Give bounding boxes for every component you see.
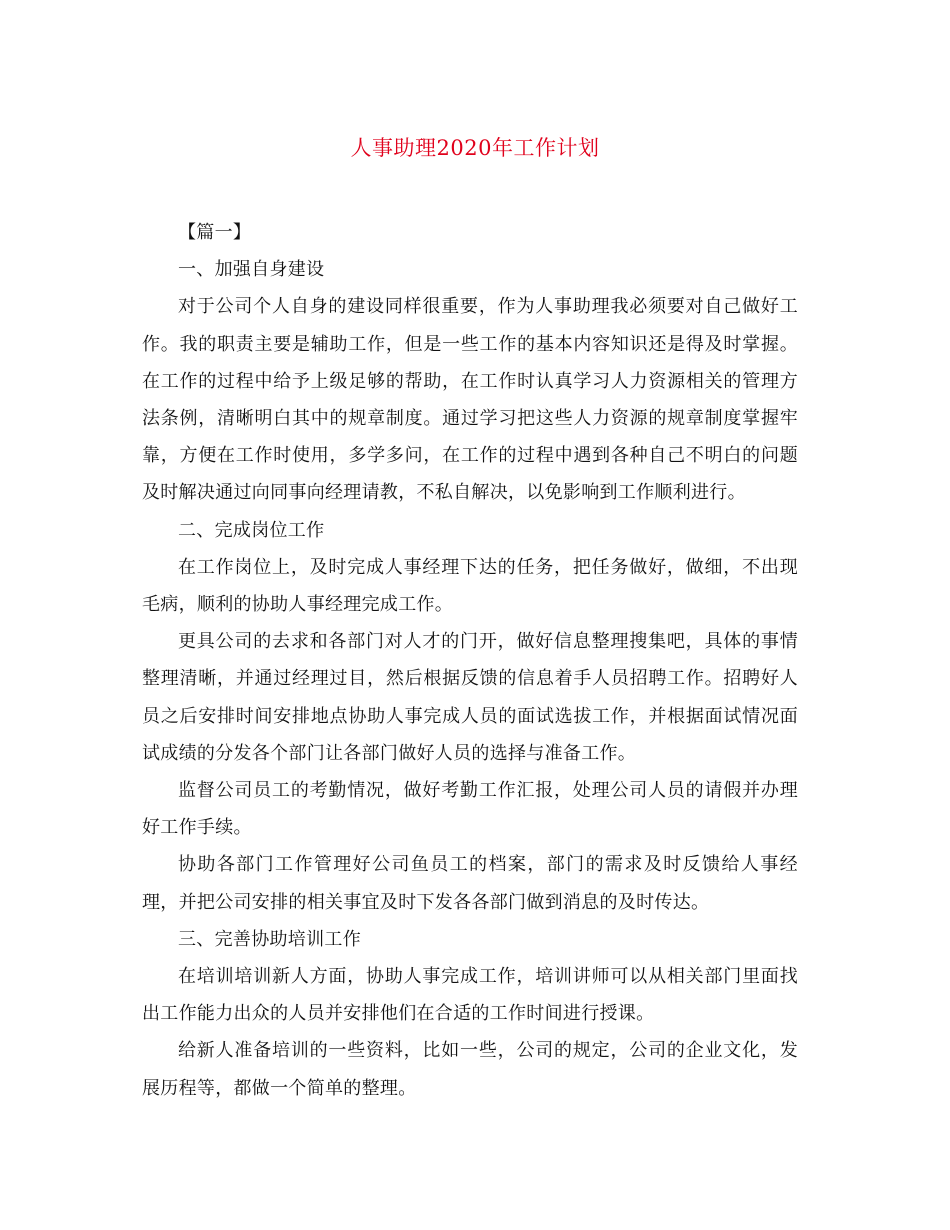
section-heading-1: 一、加强自身建设	[178, 259, 325, 281]
paragraph: 对于公司个人自身的建设同样很重要，作为人事助理我必须要对自己做好工作。我的职责主要是辅助工作，但是一些工作的基本内容知识还是得及时掌握。在工作的过程中给予上级足够的帮助，在工作时认真学习人力资源相关的管理方法条例，清晰明白其中的规章制度。通过学习把这些人力资源的规章制度掌握牢靠，方便在工作时使用，多学多问，在工作的过程中遇到各种自己不明白的问题及时解决通过向同事向经理请教，不私自解决，以免影响到工作顺利进行。	[142, 296, 798, 504]
paragraph: 更具公司的去求和各部门对人才的门开，做好信息整理搜集吧，具体的事情整理清晰，并通过经理过目，然后根据反馈的信息着手人员招聘工作。招聘好人员之后安排时间安排地点协助人事完成人员的面试选拔工作，并根据面试情况面试成绩的分发各个部门让各部门做好人员的选择与准备工作。	[142, 631, 798, 764]
paragraph: 监督公司员工的考勤情况，做好考勤工作汇报，处理公司人员的请假并办理好工作手续。	[142, 780, 798, 839]
paragraph: 在培训培训新人方面，协助人事完成工作，培训讲师可以从相关部门里面找出工作能力出众的人员并安排他们在合适的工作时间进行授课。	[142, 966, 798, 1025]
document-body	[142, 214, 798, 1107]
paragraph: 协助各部门工作管理好公司鱼员工的档案，部门的需求及时反馈给人事经理，并把公司安排的相关事宜及时下发各各部门做到消息的及时传达。	[142, 854, 798, 913]
paragraph: 给新人准备培训的一些资料，比如一些，公司的规定，公司的企业文化，发展历程等，都做一个简单的整理。	[142, 1040, 798, 1099]
paragraph: 在工作岗位上，及时完成人事经理下达的任务，把任务做好，做细，不出现毛病，顺利的协助人事经理完成工作。	[142, 556, 798, 616]
section-heading-2: 二、完成岗位工作	[178, 519, 325, 541]
section-marker: 【篇一】	[178, 222, 252, 243]
section-heading-3: 三、完善协助培训工作	[178, 928, 361, 950]
document-title: 人事助理2020年工作计划	[350, 136, 600, 160]
